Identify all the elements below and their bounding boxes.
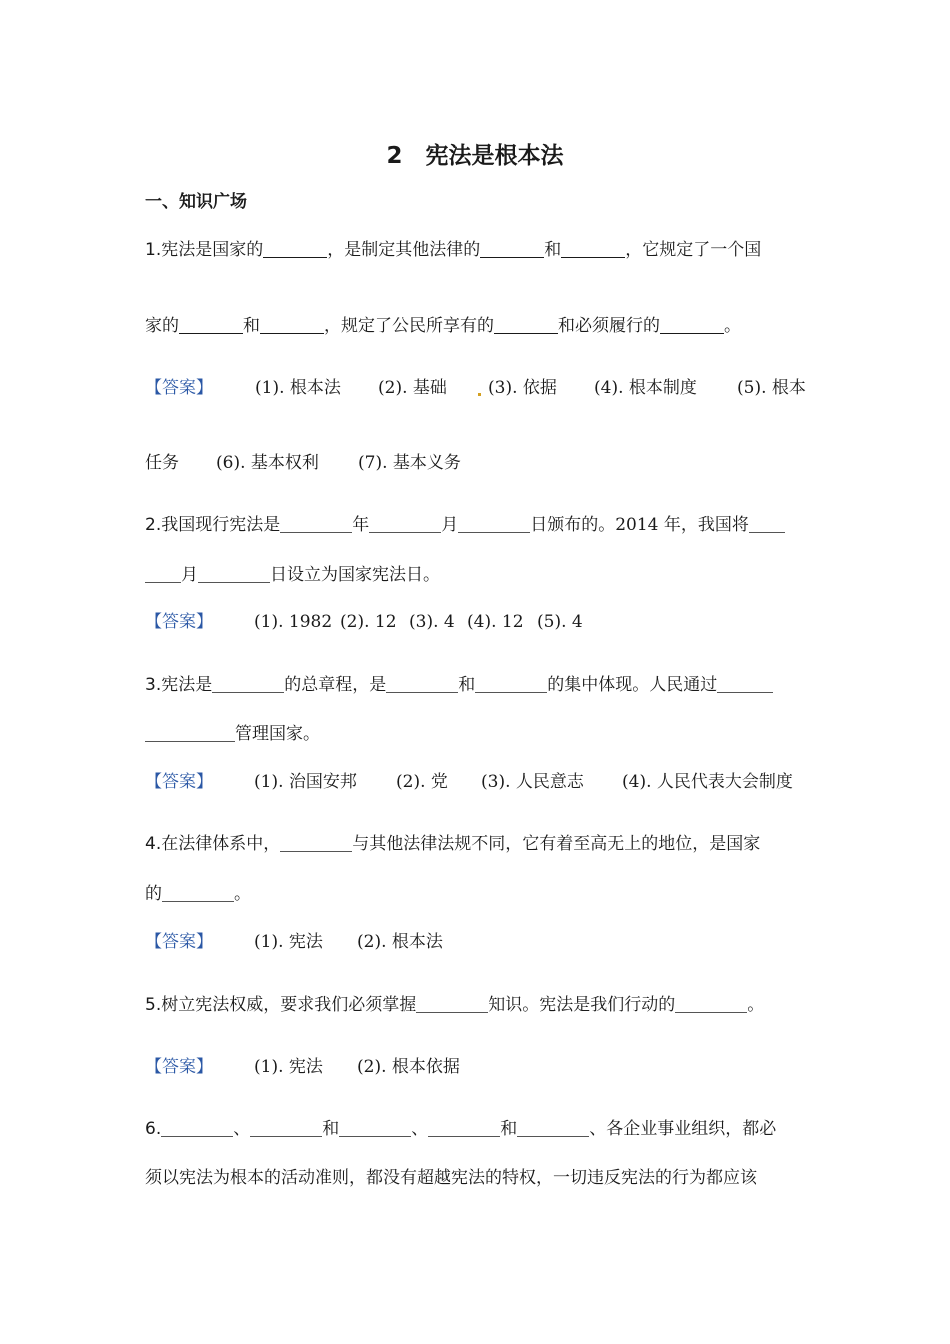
question-text: 月: [181, 565, 198, 585]
question-text: 树立宪法权威，要求我们必须掌握: [161, 995, 417, 1015]
question-text: 日设立为国家宪法日。: [270, 565, 440, 585]
answer-blank[interactable]: [416, 995, 488, 1013]
answer-item: (5). 根本: [737, 378, 806, 398]
answer-blank[interactable]: [198, 565, 270, 583]
answer-blank[interactable]: [494, 316, 558, 334]
answer-blank[interactable]: [458, 515, 530, 533]
question-3-line-1: [145, 673, 773, 697]
question-text: 宪法是: [161, 675, 213, 695]
question-1-line-2: [145, 314, 741, 338]
answer-item: (1). 根本法: [255, 378, 341, 398]
question-text: 年: [352, 515, 370, 535]
question-text: 与其他法律法规不同，它有着至高无上的地位，是国家: [352, 834, 761, 854]
answer-blank[interactable]: [280, 515, 352, 533]
answer-item: (2). 根本依据: [357, 1057, 460, 1077]
answer-item: (4). 12: [467, 612, 524, 632]
answer-item: (3). 4: [409, 612, 455, 632]
page-title: 2 宪法是根本法: [386, 143, 564, 169]
question-text: 我国现行宪法是: [161, 515, 281, 535]
answer-blank[interactable]: [660, 316, 724, 334]
answer-blank[interactable]: [280, 834, 352, 852]
question-text: 须以宪法为根本的活动准则，都没有超越宪法的特权，一切违反宪法的行为都应该: [145, 1168, 757, 1188]
answer-label: 【答案】: [145, 772, 213, 792]
answer-item: (1). 宪法: [254, 932, 323, 952]
question-1-line-1: [145, 238, 761, 262]
question-text: 在法律体系中，: [161, 834, 281, 854]
answer-blank[interactable]: [717, 675, 773, 693]
answer-blank[interactable]: [428, 1119, 500, 1137]
section-heading: 一、知识广场: [145, 192, 247, 212]
answer-item: (2). 根本法: [357, 932, 443, 952]
answer-blank[interactable]: [749, 515, 785, 533]
answer-blank[interactable]: [480, 240, 544, 258]
answer-item: (2). 党: [396, 772, 448, 792]
question-4-line-1: [145, 832, 760, 856]
answer-label: 【答案】: [145, 1057, 213, 1077]
question-text: 、: [411, 1119, 429, 1139]
question-text: 。: [234, 884, 251, 904]
question-text: ，它规定了一个国: [625, 240, 762, 260]
question-text: 和: [322, 1119, 340, 1139]
answer-blank[interactable]: [179, 316, 243, 334]
question-number: 2.: [145, 515, 162, 535]
question-2-line-1: [145, 513, 785, 537]
answer-item: 任务: [145, 453, 179, 473]
question-text: 的: [145, 884, 162, 904]
question-number: 1.: [145, 240, 162, 260]
question-text: 、各企业事业组织，都必: [589, 1119, 777, 1139]
answer-blank[interactable]: [475, 675, 547, 693]
answer-blank[interactable]: [675, 995, 747, 1013]
answer-blank[interactable]: [517, 1119, 589, 1137]
answer-blank[interactable]: [561, 240, 625, 258]
question-text: 。: [724, 316, 741, 336]
question-text: 知识。宪法是我们行动的: [488, 995, 676, 1015]
question-text: 和: [544, 240, 562, 260]
answer-label: 【答案】: [145, 932, 213, 952]
answer-item: (3). 依据: [488, 378, 557, 398]
answer-blank[interactable]: [145, 565, 181, 583]
question-2-line-2: [145, 563, 440, 587]
question-number: 3.: [145, 675, 162, 695]
answer-item: (3). 人民意志: [481, 772, 584, 792]
answer-label: 【答案】: [145, 612, 213, 632]
question-6-line-2: [145, 1166, 757, 1190]
answer-blank[interactable]: [260, 316, 324, 334]
answer-blank[interactable]: [250, 1119, 322, 1137]
answer-item: (1). 宪法: [254, 1057, 323, 1077]
answer-item: (1). 治国安邦: [254, 772, 357, 792]
question-text: 和: [500, 1119, 518, 1139]
question-text: 的集中体现。人民通过: [547, 675, 718, 695]
answer-item: (4). 人民代表大会制度: [622, 772, 793, 792]
question-text: 管理国家。: [235, 724, 320, 744]
question-text: 的总章程，是: [284, 675, 387, 695]
answer-blank[interactable]: [386, 675, 458, 693]
question-text: 宪法是国家的: [161, 240, 264, 260]
answer-item: (2). 基础: [378, 378, 447, 398]
question-text: ，是制定其他法律的: [327, 240, 481, 260]
answer-item: (4). 根本制度: [594, 378, 697, 398]
question-text: 家的: [145, 316, 179, 336]
question-number: 5.: [145, 995, 162, 1015]
question-6-line-1: [145, 1117, 776, 1141]
answer-blank[interactable]: [161, 1119, 233, 1137]
question-number: 4.: [145, 834, 162, 854]
question-3-line-2: [145, 722, 320, 746]
answer-blank[interactable]: [212, 675, 284, 693]
answer-blank[interactable]: [263, 240, 327, 258]
answer-blank[interactable]: [162, 884, 234, 902]
question-text: 和: [458, 675, 476, 695]
answer-label: 【答案】: [145, 378, 213, 398]
question-number: 6.: [145, 1119, 162, 1139]
question-text: 和: [243, 316, 260, 336]
question-4-line-2: [145, 882, 251, 906]
question-text: 日颁布的。2014 年，我国将: [530, 515, 749, 535]
question-text: 、: [233, 1119, 251, 1139]
answer-item: (2). 12: [340, 612, 397, 632]
stray-mark: [478, 393, 481, 396]
question-5-line-1: [145, 993, 764, 1017]
answer-item: (1). 1982: [254, 612, 333, 632]
answer-blank[interactable]: [145, 724, 235, 742]
answer-item: (6). 基本权利: [216, 453, 319, 473]
answer-item: (5). 4: [537, 612, 583, 632]
answer-blank[interactable]: [369, 515, 441, 533]
answer-item: (7). 基本义务: [358, 453, 461, 473]
answer-blank[interactable]: [339, 1119, 411, 1137]
question-text: 。: [747, 995, 765, 1015]
question-text: 月: [441, 515, 459, 535]
question-text: ，规定了公民所享有的: [324, 316, 494, 336]
question-text: 和必须履行的: [558, 316, 660, 336]
